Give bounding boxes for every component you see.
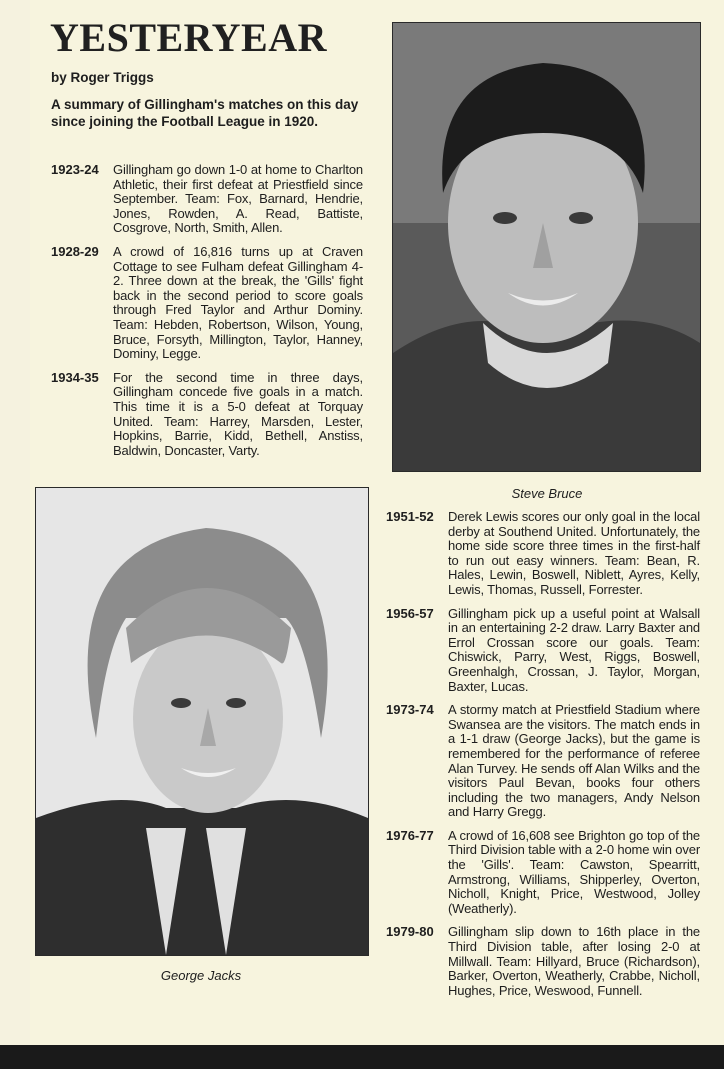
scan-border bbox=[0, 1045, 724, 1069]
portrait-illustration bbox=[36, 488, 368, 955]
entry-year: 1951-52 bbox=[386, 509, 434, 524]
list-item bbox=[51, 245, 363, 362]
right-entries bbox=[386, 510, 700, 1007]
entry-text: Derek Lewis scores our only goal in the local derby at Southend United. Unfortunately, the home side score three times in the first-half to run out easy winners. Team: Bean, R. Hales, Lewin, Boswell, Niblett, Ayres, Kelly, Lewis, Thomas, Russell, Forrester. bbox=[448, 509, 700, 597]
summary: A summary of Gillingham's matches on this day since joining the Football League in 1920. bbox=[51, 97, 359, 129]
list-item bbox=[386, 703, 700, 820]
entry-text: A stormy match at Priestfield Stadium where Swansea are the visitors. The match ends in a 1-1 draw (George Jacks), but the game is remembered for the performance of referee Alan Turvey. He sends off Alan Wilks and the visitors Paul Bevan, books four others including the two managers, Andy Nelson and Harry Gregg. bbox=[448, 702, 700, 820]
george-jacks-photo bbox=[35, 487, 369, 956]
photo-caption: Steve Bruce bbox=[511, 486, 583, 501]
list-item bbox=[386, 510, 700, 598]
page-edge bbox=[0, 0, 30, 1069]
photo-caption: George Jacks bbox=[160, 968, 242, 983]
entry-year: 1976-77 bbox=[386, 827, 434, 843]
entry-year: 1934-35 bbox=[51, 369, 99, 385]
entry-text: Gillingham slip down to 16th place in the Third Division table, after losing 2-0 at Millwall. Team: Hillyard, Bruce (Richardson), Barker, Overton, Weatherly, Crabbe, Nicholl, Hughes, Price, Weswood, Funnell. bbox=[448, 924, 700, 998]
steve-bruce-photo bbox=[392, 22, 701, 472]
entry-text: Gillingham pick up a useful point at Walsall in an entertaining 2-2 draw. Larry Baxter and Errol Crossan score our goals. Team: Chiswick, Parry, West, Riggs, Boswell, Greenhalgh, Crossan, J. Taylor, Morgan, Baxter, Lucas. bbox=[448, 605, 700, 694]
entry-text: A crowd of 16,608 see Brighton go top of the Third Division table with a 2-0 home win over the 'Gills'. Team: Cawston, Spearritt, Armstrong, Williams, Shipperley, Overton, Nicholl, Knight, Price, Westwood, Jolley (Weatherly). bbox=[448, 827, 700, 916]
page-title: YESTERYEAR bbox=[50, 15, 327, 60]
entry-text: Gillingham go down 1-0 at home to Charlton Athletic, their first defeat at Priestfield since September. Team: Fox, Barnard, Hendrie, Jones, Rowden, A. Read, Battiste, Cosgrove, North, Smith, Allen. bbox=[113, 162, 363, 236]
entry-year: 1973-74 bbox=[386, 702, 434, 718]
list-item bbox=[51, 371, 363, 459]
list-item bbox=[386, 925, 700, 998]
entry-year: 1979-80 bbox=[386, 924, 434, 940]
entry-year: 1956-57 bbox=[386, 605, 434, 621]
list-item bbox=[386, 829, 700, 917]
list-item bbox=[386, 607, 700, 695]
byline: by Roger Triggs bbox=[51, 70, 154, 85]
entry-text: A crowd of 16,816 turns up at Craven Cottage to see Fulham defeat Gillingham 4-2. Three down at the break, the 'Gills' fight back in the second period to score goals through Fred Taylor and Arthur Dominy. Team: Hebden, Robertson, Wilson, Young, Bruce, Forsyth, Millington, Taylor, Hanney, Dominy, Legge. bbox=[113, 243, 363, 362]
portrait-illustration bbox=[393, 23, 700, 471]
list-item bbox=[51, 163, 363, 236]
entry-year: 1923-24 bbox=[51, 162, 99, 177]
left-entries bbox=[51, 163, 363, 467]
entry-text: For the second time in three days, Gillingham concede five goals in a match. This time it is a 5-0 defeat at Torquay United. Team: Harrey, Marsden, Lester, Hopkins, Barrie, Kidd, Bethell, Anstiss, Baldwin, Doncaster, Varty. bbox=[113, 369, 363, 458]
entry-year: 1928-29 bbox=[51, 243, 99, 259]
